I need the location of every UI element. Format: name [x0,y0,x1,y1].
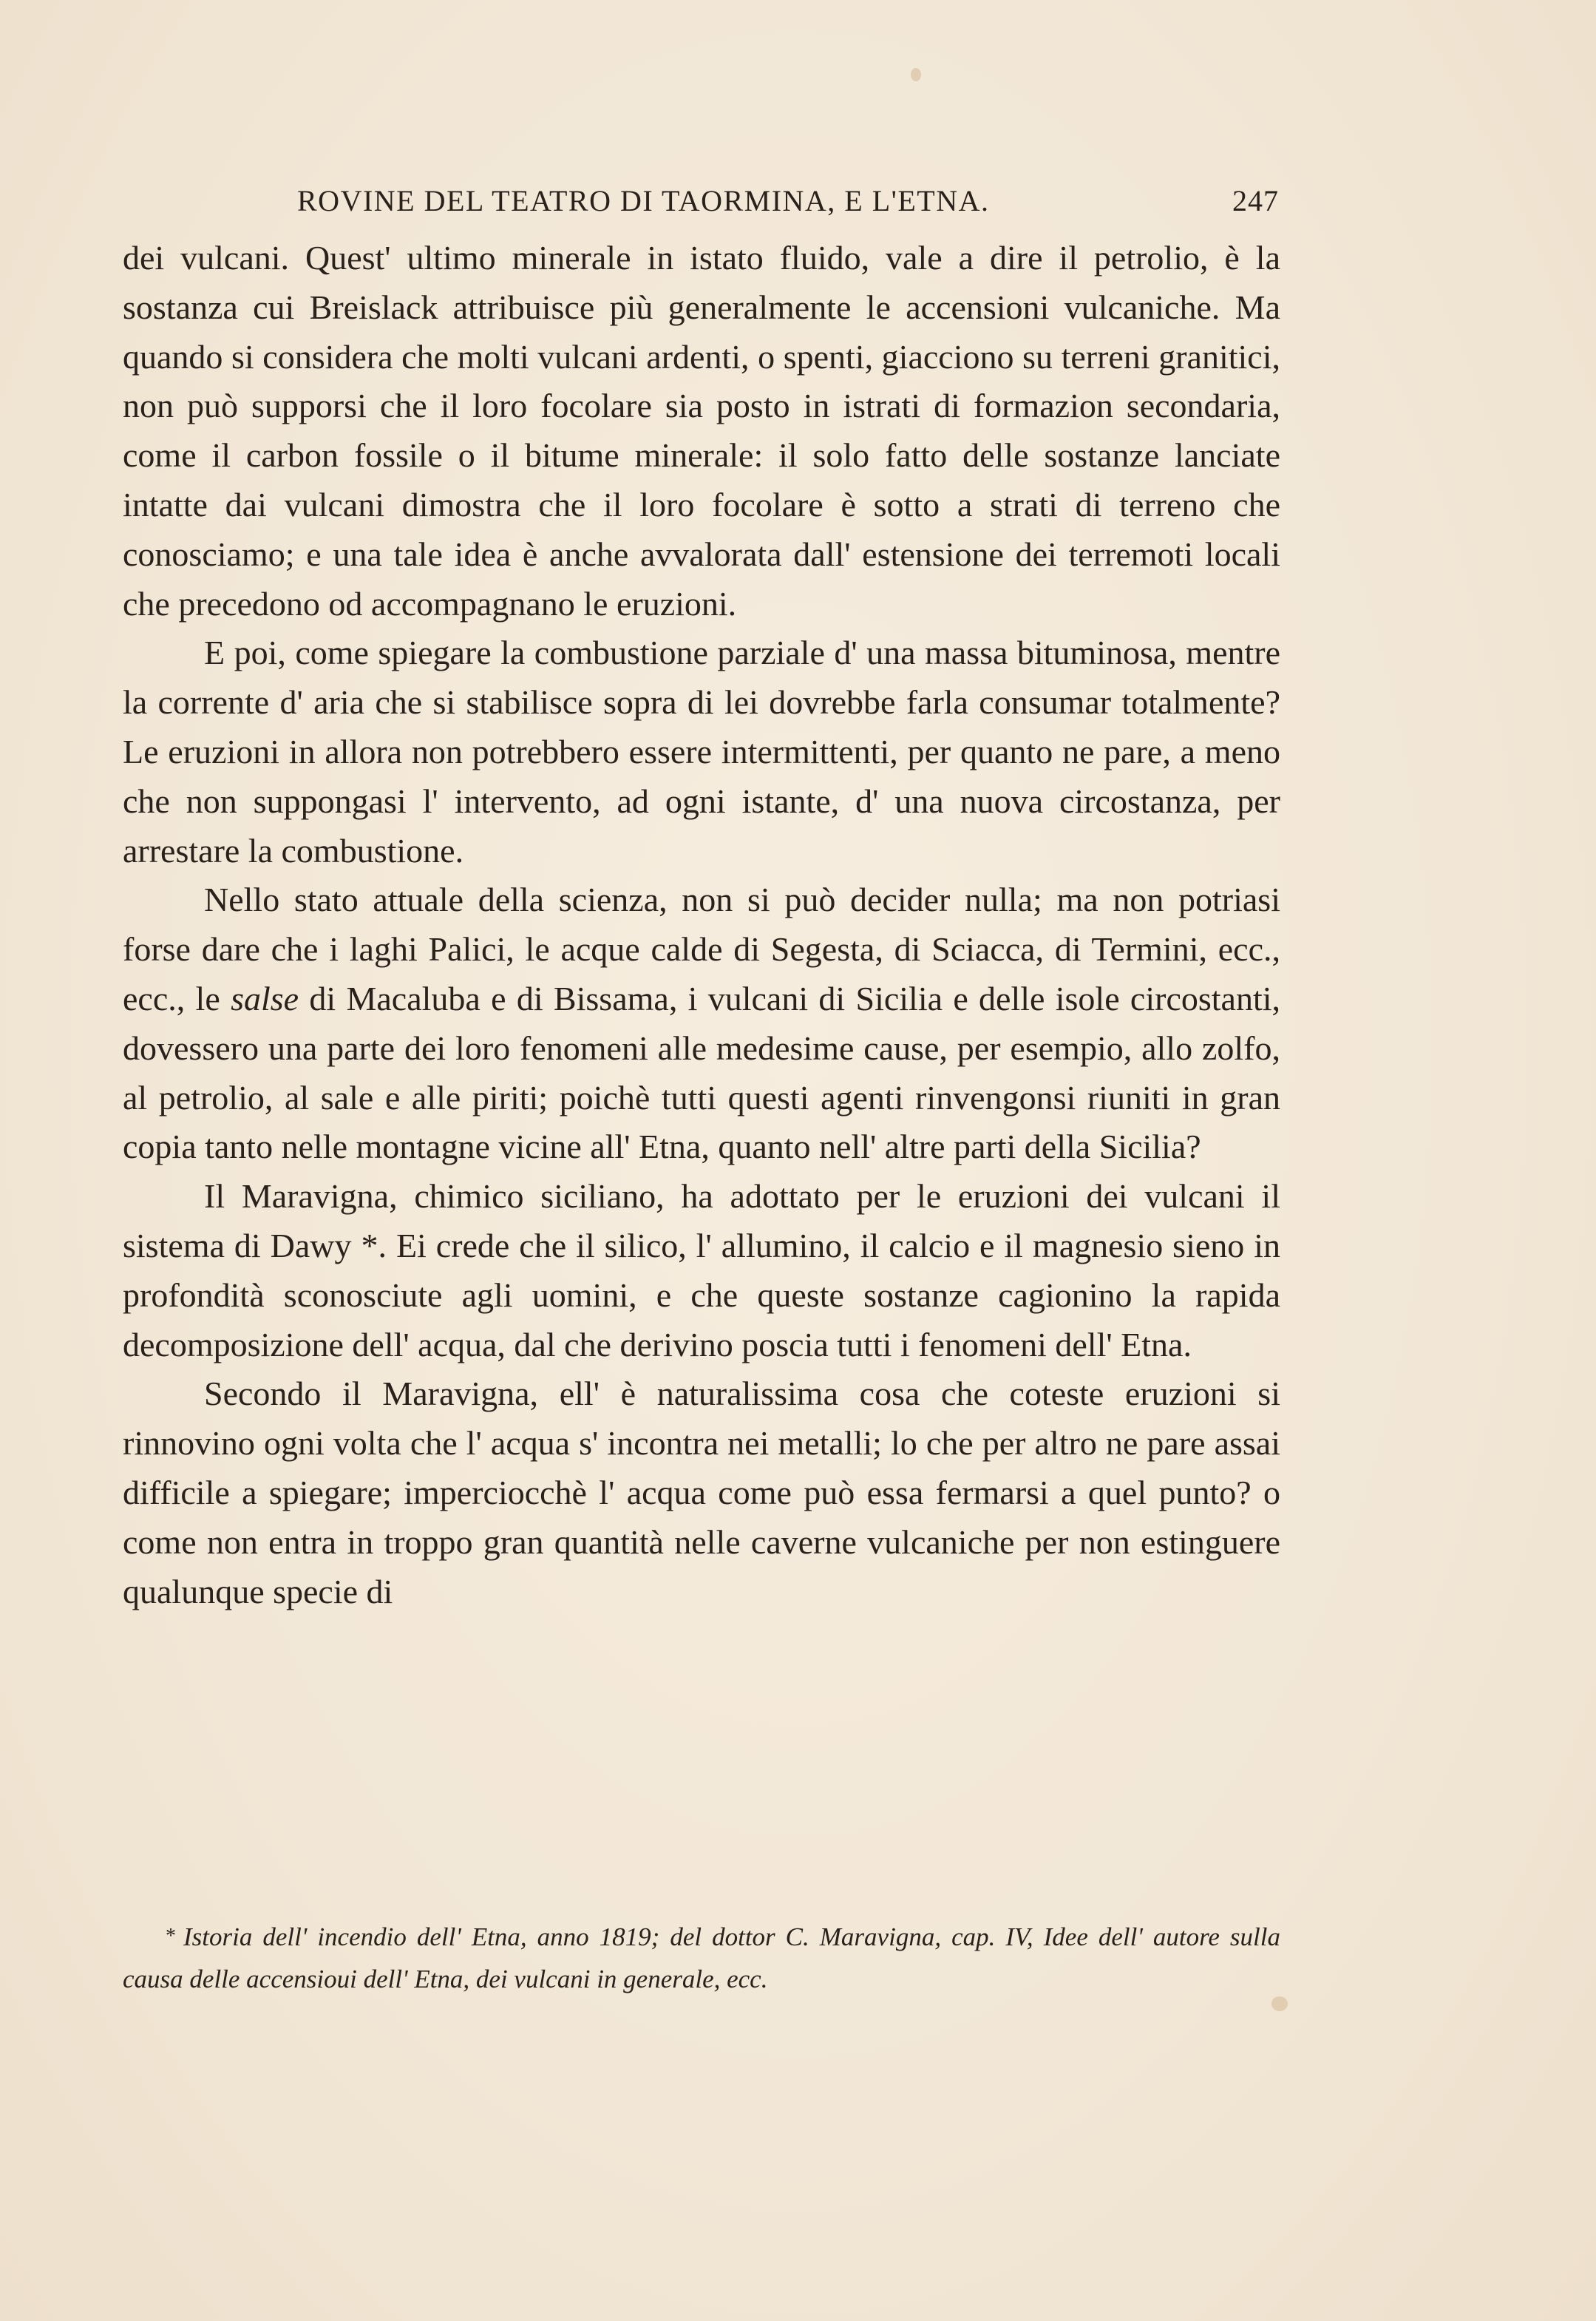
footnote-mark: * [166,1925,176,1948]
paragraph: E poi, come spiegare la combustione parziale d' una massa bituminosa, mentre la corrente d' aria che si stabilisce sopra di lei dovrebbe farla consumar totalmente? Le eruzioni in allora non potrebbero essere intermittenti, per quanto ne pare, a meno che non suppongasi l' intervento, ad ogni istante, d' una nuova circostanza, per arrestare la combustione. [123,634,1280,870]
paper-stain [911,68,921,81]
paragraph: Il Maravigna, chimico siciliano, ha adottato per le eruzioni dei vulcani il sistema di Dawy *. Ei crede che il silico, l' allumino, il calcio e il magnesio sieno in profondità sconosciute agli uomini, e che queste sostanze cagionino la rapida decomposizione dell' acqua, dal che derivino poscia tutti i fenomeni dell' Etna. [123,1177,1280,1363]
italic-term: salse [231,979,299,1017]
footnote-text: Istoria dell' incendio dell' Etna, anno 1819; del dottor C. Maravigna, cap. IV, Idee dell' autore sulla causa delle accensioui dell' Etna, dei vulcani in generale, ecc. [123,1922,1280,1993]
footnotes [123,1915,1280,2000]
paragraph [123,875,1280,1172]
footnote [123,1915,1280,2000]
body-text [123,234,1280,1616]
paragraph: Secondo il Maravigna, ell' è naturalissima cosa che coteste eruzioni si rinnovino ogni volta che l' acqua s' incontra nei metalli; lo che per altro ne pare assai difficile a spiegare; imperciocchè l' acqua come può essa fermarsi a quel punto? o come non entra in troppo gran quantità nelle caverne vulcaniche per non estinguere qualunque specie di [123,1375,1280,1610]
paragraph-text: Nello stato attuale della scienza, non si può decider nulla; ma non potriasi forse dare che i laghi Palici, le acque calde di Segesta, di Sciacca, di Termini, ecc., ecc., le [123,881,1280,1017]
running-head-title: ROVINE DEL TEATRO DI TAORMINA, E L'ETNA. [297,184,990,217]
paragraph: dei vulcani. Quest' ultimo minerale in istato fluido, vale a dire il petrolio, è la sostanza cui Breislack attribuisce più generalmente le accensioni vulcaniche. Ma quando si considera che molti vulcani ardenti, o spenti, giacciono su terreni granitici, non può supporsi che il loro focolare sia posto in istrati di formazion secondaria, come il carbon fossile o il bitume minerale: il solo fatto delle sostanze lanciate intatte dai vulcani dimostra che il loro focolare è sotto a strati di terreno che conosciamo; e una tale idea è anche avvalorata dall' estensione dei terremoti locali che precedono od accompagnano le eruzioni. [123,239,1280,623]
page-number: 247 [1232,184,1279,217]
text-block [123,183,1280,1616]
paragraph-text: di Macaluba e di Bissama, i vulcani di Sicilia e delle isole circostanti, dovessero una parte dei loro fenomeni alle medesime cause, per esempio, allo zolfo, al petrolio, al sale e alle piriti; poichè tutti questi agenti rinvengonsi riuniti in gran copia tanto nelle montagne vicine all' Etna, quanto nell' altre parti della Sicilia? [123,979,1281,1166]
running-head [123,183,1280,234]
